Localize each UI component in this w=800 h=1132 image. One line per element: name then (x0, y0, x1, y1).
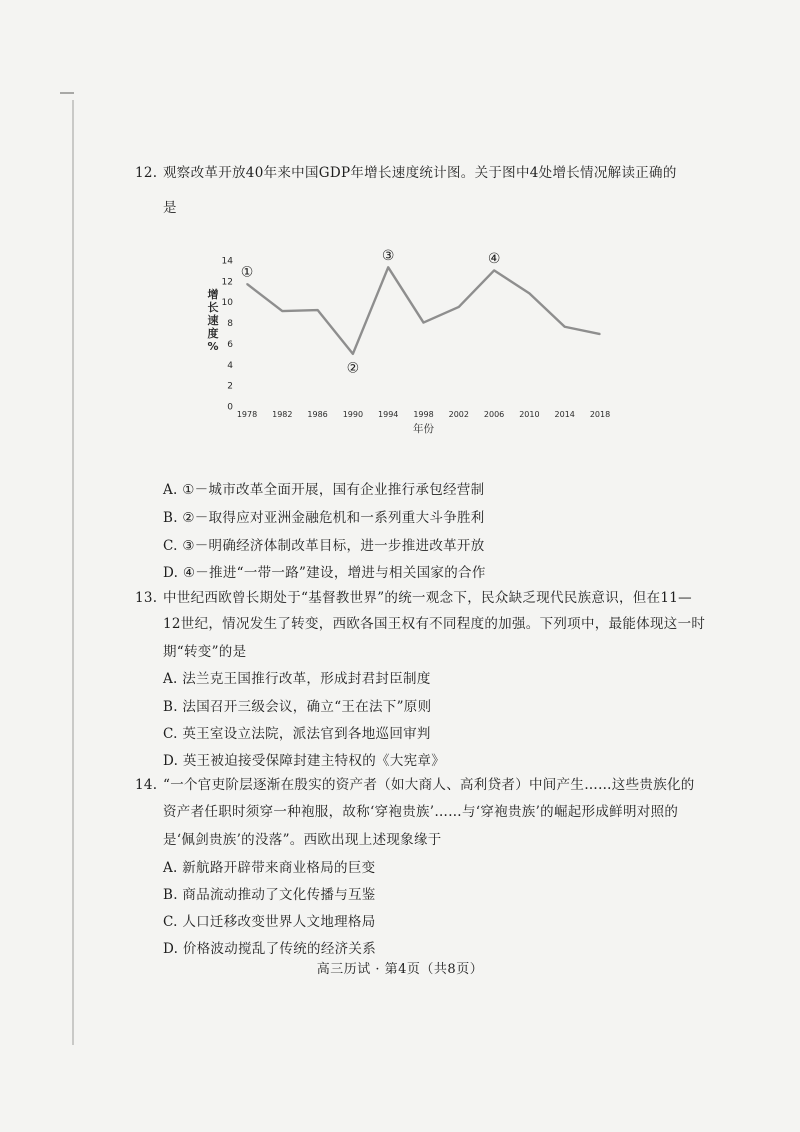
y-tick-label: 12 (221, 277, 233, 288)
x-tick-label: 1982 (272, 410, 293, 419)
q12-option-b[interactable]: B. ②－取得应对亚洲金融危机和一系列重大斗争胜利 (163, 510, 485, 526)
margin-tick (60, 92, 74, 94)
x-axis-label: 年份 (413, 423, 434, 435)
q13-option-b[interactable]: B. 法国召开三级会议，确立“王在法下”原则 (163, 699, 432, 715)
data-point (423, 322, 425, 324)
gdp-growth-chart (195, 240, 635, 440)
y-label-char: % (207, 340, 219, 353)
data-point (317, 309, 319, 311)
data-point (564, 326, 566, 328)
y-axis-label (207, 287, 218, 353)
q12-number: 12. (135, 165, 158, 181)
y-tick-label: 0 (227, 402, 233, 413)
q13-stem-line3: 期“转变”的是 (163, 644, 247, 660)
x-tick-label: 1986 (307, 410, 328, 419)
q14-stem (135, 770, 695, 801)
q13-option-a[interactable]: A. 法兰克王国推行改革，形成封君封臣制度 (163, 671, 431, 687)
q14-stem-line3: 是‘佩剑贵族’的没落”。西欧出现上述现象缘于 (163, 832, 442, 848)
annotation-label: ① (240, 264, 254, 281)
y-label-char: 度 (207, 327, 219, 340)
q14-option-d[interactable]: D. 价格波动搅乱了传统的经济关系 (163, 941, 377, 957)
x-tick-label: 2014 (554, 410, 575, 419)
q12-option-c[interactable]: C. ③－明确经济体制改革目标，进一步推进改革开放 (163, 538, 485, 554)
q14-option-a[interactable]: A. 新航路开辟带来商业格局的巨变 (163, 860, 376, 876)
x-tick-label: 1990 (342, 410, 364, 419)
q14-option-c[interactable]: C. 人口迁移改变世界人文地理格局 (163, 914, 376, 930)
x-tick-label: 1994 (378, 410, 399, 419)
q13-stem-line1: 中世纪西欧曾长期处于“基督教世界”的统一观念下，民众缺乏现代民族意识，但在11— (163, 590, 692, 606)
data-point (529, 293, 531, 295)
data-point (387, 267, 389, 269)
q13-option-d[interactable]: D. 英王被迫接受保障封建主特权的《大宪章》 (163, 753, 446, 769)
y-tick-label: 2 (227, 381, 233, 392)
data-point (352, 353, 354, 355)
x-tick-label: 2010 (519, 410, 540, 419)
data-point (458, 306, 460, 308)
q13-number: 13. (135, 590, 158, 606)
gdp-growth-line (247, 267, 600, 354)
q12-option-d[interactable]: D. ④－推进“一带一路”建设，增进与相关国家的合作 (163, 565, 486, 581)
q12-stem-line1: 观察改革开放40年来中国GDP年增长速度统计图。关于图中4处增长情况解读正确的 (163, 165, 677, 181)
y-tick-label: 8 (227, 319, 233, 330)
q13-stem (135, 583, 695, 614)
data-point (493, 270, 495, 272)
y-label-char: 增 (207, 288, 219, 301)
q13-stem-line2: 12世纪，情况发生了转变，西欧各国王权有不同程度的加强。下列项中，最能体现这一时 (163, 616, 706, 632)
data-point (599, 333, 601, 335)
x-tick-label: 2006 (483, 410, 505, 419)
annotation-label: ③ (381, 247, 395, 264)
page-footer: 高三历试 · 第4页（共8页） (316, 962, 484, 977)
q14-number: 14. (135, 777, 158, 793)
x-tick-label: 2018 (589, 410, 611, 419)
x-tick-label: 1978 (236, 410, 258, 419)
q14-stem-line1: “一个官吏阶层逐渐在殷实的资产者（如大商人、高利贷者）中间产生……这些贵族化的 (163, 777, 695, 793)
y-tick-label: 14 (221, 256, 233, 267)
x-axis-ticks (237, 410, 610, 419)
chart-annotations (241, 248, 601, 377)
q12-stem (135, 158, 695, 189)
q13-option-c[interactable]: C. 英王室设立法院，派法官到各地巡回审判 (163, 726, 431, 742)
y-tick-label: 4 (227, 360, 233, 371)
annotation-label: ④ (487, 250, 501, 267)
x-tick-label: 2002 (448, 410, 469, 419)
annotation-label: ② (346, 360, 360, 377)
q14-option-b[interactable]: B. 商品流动推动了文化传播与互鉴 (163, 887, 376, 903)
q14-stem-line2: 资产者任职时须穿一种袍服，故称‘穿袍贵族’……与‘穿袍贵族’的崛起形成鲜明对照的 (163, 804, 679, 820)
q12-stem-line2: 是 (163, 200, 177, 216)
binding-margin-line (72, 100, 74, 1045)
y-axis-ticks (222, 257, 234, 413)
y-label-char: 速 (207, 314, 219, 327)
y-tick-label: 6 (227, 339, 233, 350)
q12-option-a[interactable]: A. ①－城市改革全面开展，国有企业推行承包经营制 (163, 482, 485, 498)
data-point (282, 310, 284, 312)
y-label-char: 长 (207, 301, 219, 314)
x-tick-label: 1998 (413, 410, 434, 419)
y-tick-label: 10 (221, 298, 233, 309)
data-point (246, 283, 248, 285)
